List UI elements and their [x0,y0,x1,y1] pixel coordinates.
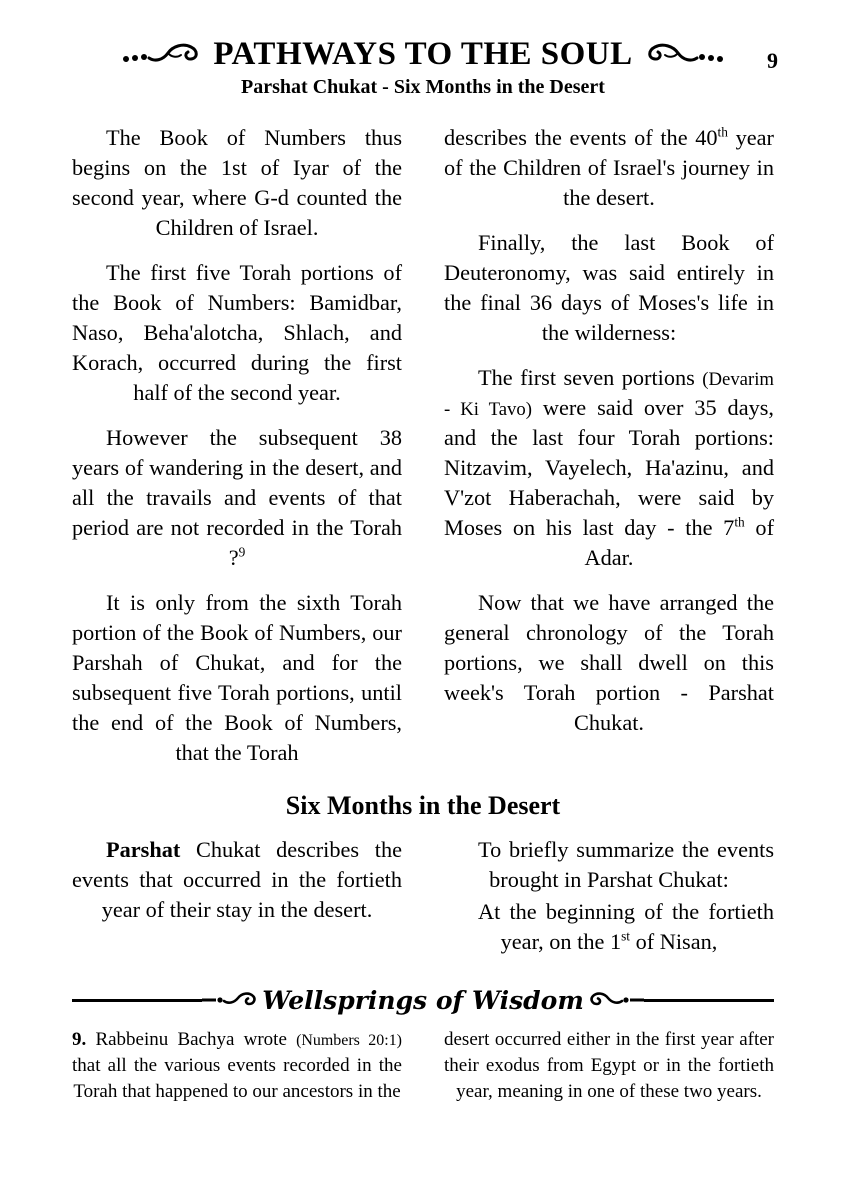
paragraph: The first five Torah portions of the Book of Numbers: Bamidbar, Naso, Beha'alotcha, Shlach, and Korach, occurred during the first half of the second year. [72,259,402,405]
paragraph: It is only from the sixth Torah portion of the Book of Numbers, our Parshah of Chukat, and for the subsequent five Torah portions, until the end of the Book of Numbers, that the Torah [72,589,402,765]
header-flourish-left-icon [121,40,207,70]
paragraph: Now that we have arranged the general chronology of the Torah portions, we shall dwell on this week's Torah portion - Parshat Chukat. [444,589,774,735]
page-subtitle: Parshat Chukat - Six Months in the Desert [241,76,605,98]
footnote-paragraph: 9. Rabbeinu Bachya wrote (Numbers 20:1) that all the various events recorded in the Torah that happened to our ancestors in the [72,1028,402,1103]
footnote-columns [72,1027,774,1106]
section-column-right [444,835,774,972]
divider-flourish-right-icon [590,989,644,1011]
paragraph: Finally, the last Book of Deuteronomy, was said entirely in the final 36 days of Moses's life in the wilderness: [444,229,774,345]
paragraph: Parshat Chukat describes the events that occurred in the fortieth year of their stay in the desert. [72,836,402,922]
title-row [72,36,774,73]
section-columns [72,835,774,972]
paragraph: describes the events of the 40th year of the Children of Israel's journey in the desert. [444,124,774,210]
footnote-column-right [444,1027,774,1106]
paragraph: The first seven portions (Devarim - Ki Tavo) were said over 35 days, and the last four Torah portions: Nitzavim, Vayelech, Ha'azinu, and V'zot Haberachah, were said by Moses on his last day - the 7th of Adar. [444,364,774,570]
divider-rule-left [72,999,202,1002]
page-title: PATHWAYS TO THE SOUL [213,36,633,72]
divider-flourish-left-icon [202,989,256,1011]
divider-rule-right [644,999,774,1002]
footnote-paragraph: desert occurred either in the first year after their exodus from Egypt or in the fortieth year, meaning in one of these two years. [444,1028,774,1103]
section-column-left [72,835,402,972]
footnote-divider [72,986,774,1015]
header-flourish-right-icon [639,40,725,70]
main-column-right [444,123,774,783]
paragraph: However the subsequent 38 years of wandering in the desert, and all the travails and events of that period are not recorded in the Torah ?$^9$ [72,424,402,570]
page-number: 9 [767,48,778,73]
paragraph: To briefly summarize the events brought in Parshat Chukat: [478,836,774,892]
main-columns [72,123,774,783]
page-header [72,36,778,99]
paragraph: The Book of Numbers thus begins on the 1st of Iyar of the second year, where G-d counted the Children of Israel. [72,125,402,240]
paragraph: At the beginning of the fortieth year, on the 1st of Nisan, [478,898,774,954]
section-heading: Six Months in the Desert [285,790,561,820]
footnote-heading: Wellsprings of Wisdom [262,985,584,1015]
main-column-left [72,123,402,783]
footnote-column-left [72,1027,402,1106]
